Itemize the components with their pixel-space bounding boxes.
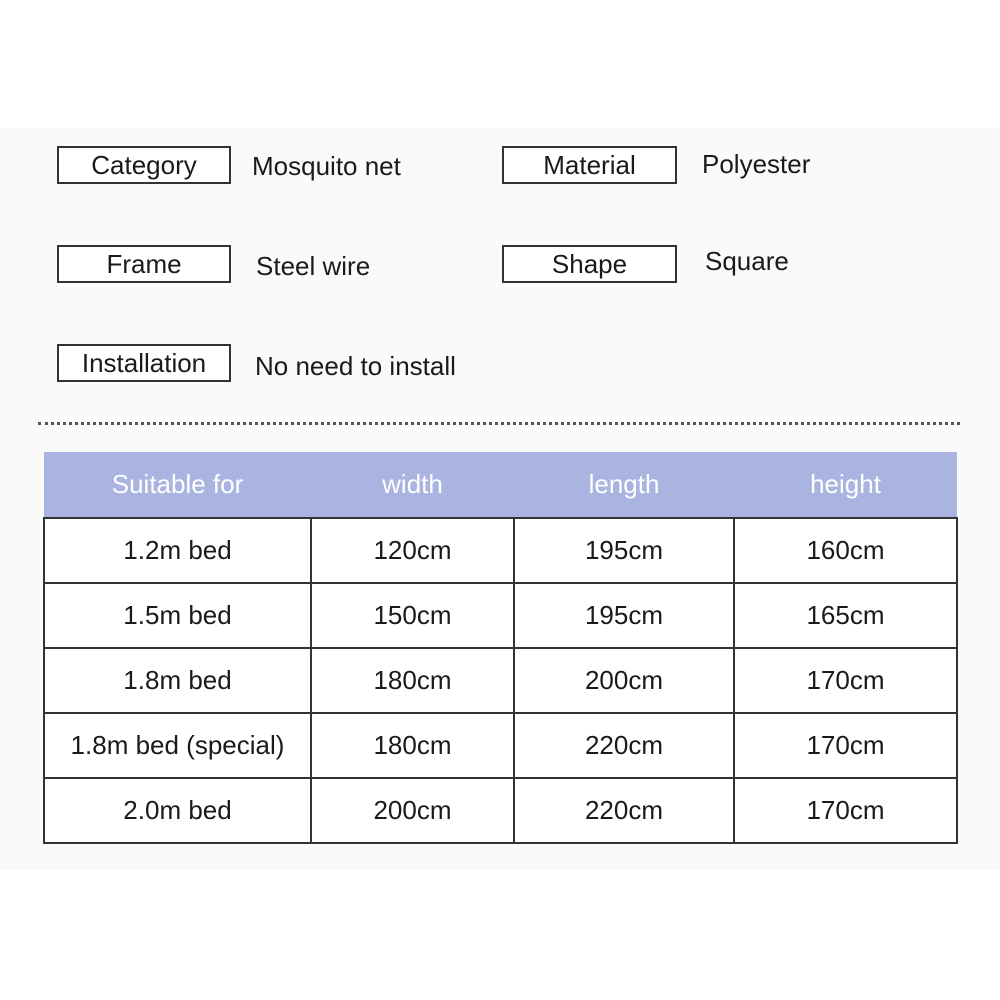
cell-bed-size: 2.0m bed (44, 778, 311, 843)
table-header-row (44, 452, 957, 518)
frame-label: Frame (57, 245, 231, 283)
cell-height: 170cm (734, 648, 957, 713)
cell-height: 160cm (734, 518, 957, 583)
material-label: Material (502, 146, 677, 184)
cell-bed-size: 1.8m bed (44, 648, 311, 713)
table-row (44, 713, 957, 778)
cell-width: 180cm (311, 648, 514, 713)
table-row (44, 648, 957, 713)
installation-label: Installation (57, 344, 231, 382)
cell-width: 180cm (311, 713, 514, 778)
shape-value: Square (705, 246, 789, 276)
cell-height: 165cm (734, 583, 957, 648)
cell-bed-size: 1.5m bed (44, 583, 311, 648)
cell-length: 195cm (514, 518, 734, 583)
category-label: Category (57, 146, 231, 184)
cell-height: 170cm (734, 713, 957, 778)
frame-value: Steel wire (256, 251, 371, 281)
shape-label: Shape (502, 245, 677, 283)
table-row (44, 778, 957, 843)
cell-length: 220cm (514, 778, 734, 843)
cell-width: 150cm (311, 583, 514, 648)
category-value: Mosquito net (252, 151, 401, 181)
installation-value: No need to install (255, 351, 456, 381)
size-table (43, 452, 958, 844)
cell-length: 195cm (514, 583, 734, 648)
header-suitable-for: Suitable for (44, 452, 311, 518)
dotted-divider (38, 422, 960, 425)
cell-width: 120cm (311, 518, 514, 583)
cell-height: 170cm (734, 778, 957, 843)
cell-length: 220cm (514, 713, 734, 778)
cell-length: 200cm (514, 648, 734, 713)
table-row (44, 518, 957, 583)
header-length: length (514, 452, 734, 518)
header-height: height (734, 452, 957, 518)
cell-bed-size: 1.8m bed (special) (44, 713, 311, 778)
table-row (44, 583, 957, 648)
material-value: Polyester (702, 149, 811, 179)
cell-width: 200cm (311, 778, 514, 843)
header-width: width (311, 452, 514, 518)
cell-bed-size: 1.2m bed (44, 518, 311, 583)
